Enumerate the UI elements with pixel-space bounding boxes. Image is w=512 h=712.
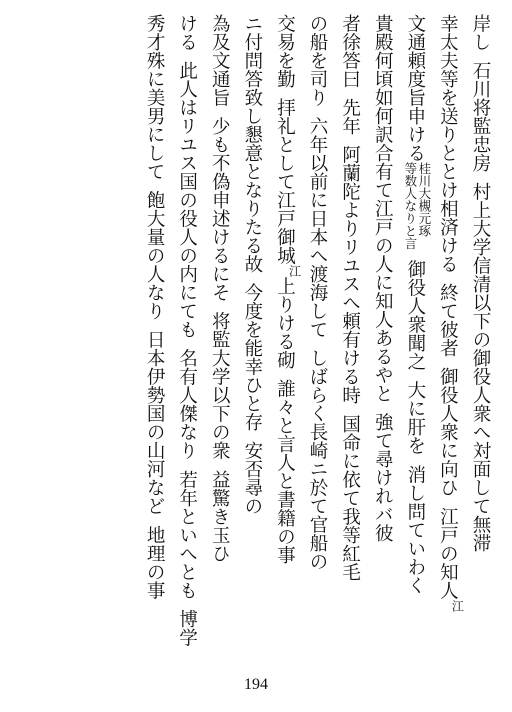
note-line: 等数人なりと言 — [402, 162, 418, 250]
text-segment: 御役人衆聞之 — [404, 259, 426, 371]
text-segment: 者徐答曰 — [339, 14, 361, 88]
text-segment: 終て彼者 — [437, 283, 459, 358]
text-column-7 — [268, 14, 301, 574]
text-segment: 将監大学以下の衆 — [209, 311, 231, 460]
small-annotation: 江 — [450, 599, 465, 612]
text-column-8 — [235, 14, 268, 574]
text-segment: ける — [176, 14, 198, 51]
small-annotation: 江 — [287, 264, 302, 277]
text-segment: 此人はリユス国の役人の内にても — [176, 61, 198, 339]
text-segment: 誰々と言人と書籍の事 — [274, 379, 296, 565]
text-segment: 先年 — [339, 98, 361, 136]
text-segment: 江戸の知人 — [437, 507, 459, 600]
text-segment: 為及文通旨 — [209, 14, 231, 107]
text-segment: 日本伊勢国の山河など — [144, 330, 166, 516]
text-segment: 益驚き玉ひ — [209, 470, 231, 563]
text-column-11 — [137, 14, 170, 600]
text-segment: 貴殿何頃如何訳合有て江戸の人に知人あるやと — [372, 14, 394, 403]
text-segment: 阿蘭陀よりリユスへ頼有ける時 — [339, 145, 361, 405]
text-segment: 文通頼度旨申ける — [404, 14, 426, 162]
text-column-5 — [333, 14, 366, 582]
text-segment: 名有人傑なり — [176, 348, 198, 460]
text-segment: の船を司り — [307, 14, 329, 107]
text-column-6 — [300, 14, 333, 574]
vertical-text-body — [24, 14, 496, 647]
text-segment: 安否尋の — [241, 441, 263, 516]
text-segment: 上りける砌 — [274, 276, 296, 370]
text-segment: 少も不偽申述けるにそ — [209, 116, 231, 302]
text-segment: 拝礼として江戸御城 — [274, 98, 296, 265]
text-segment: 石川将監忠房 — [470, 61, 491, 173]
text-segment: 若年といへとも — [176, 470, 198, 600]
text-segment: しばらく長崎ニ於て官船の — [307, 348, 329, 571]
text-segment: 幸太夫等を送りととけ相済ける — [437, 14, 459, 273]
text-column-9 — [203, 14, 236, 574]
text-column-4 — [366, 14, 399, 574]
interlinear-note — [403, 162, 431, 250]
text-segment: 地理の事 — [144, 525, 166, 600]
text-segment: 大に肝を — [404, 380, 426, 455]
text-segment: 御役人衆に向ひ — [437, 367, 459, 497]
text-column-1 — [463, 14, 496, 574]
text-segment: 交易を勤 — [274, 14, 296, 88]
text-segment: 六年以前に日本へ渡海して — [307, 116, 329, 339]
note-line: 桂川大槻元琢 — [416, 162, 432, 237]
text-column-10 — [170, 14, 203, 647]
text-segment: ニ付問答致し懇意となりたる故 — [241, 14, 263, 273]
page-number: 194 — [244, 676, 268, 693]
text-column-3 — [398, 14, 432, 595]
text-segment: 今度を能幸ひと存 — [241, 283, 263, 432]
text-segment: 強て尋けれバ彼 — [372, 412, 394, 543]
text-segment: 国命に依て我等紅毛 — [339, 414, 361, 582]
text-segment: 村上大学信清以下の御役人衆へ対面して無滞 — [470, 182, 491, 553]
text-segment: 博学 — [176, 609, 198, 647]
text-segment: 消し問ていわく — [404, 465, 426, 595]
text-segment: 秀才殊に美男にして — [144, 14, 166, 181]
text-segment: 岸し — [470, 14, 491, 51]
text-segment: 飽大量の人なり — [144, 190, 166, 321]
text-column-2 — [431, 14, 465, 612]
